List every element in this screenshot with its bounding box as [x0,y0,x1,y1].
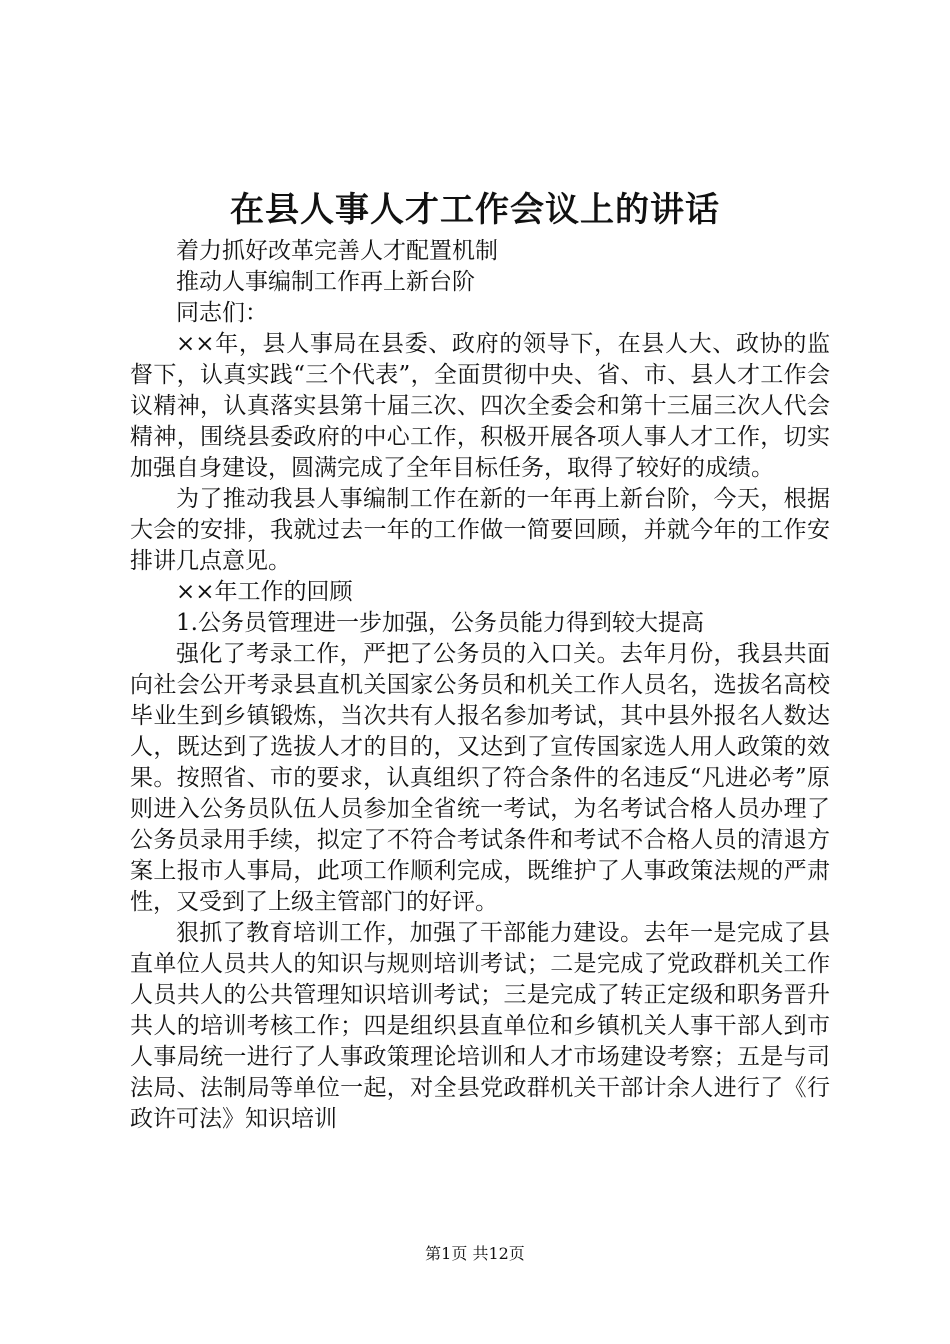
document-title: 在县人事人才工作会议上的讲话 [230,190,720,230]
subtitle-line-1: 着力抓好改革完善人才配置机制 [176,238,498,264]
paragraph: 为了推动我县人事编制工作在新的一年再上新台阶，今天，根据大会的安排，我就过去一年的工作做一简要回顾，并就今年的工作安排讲几点意见。 [130,486,830,574]
document-body [130,236,830,1135]
section-heading: ××年工作的回顾 [176,579,353,605]
salutation: 同志们： [176,300,268,326]
paragraph: ××年，县人事局在县委、政府的领导下，在县人大、政协的监督下，认真实践“三个代表”，全面贯彻中央、省、市、县人才工作会议精神，认真落实县第十届三次、四次全委会和第十三届三次人代会精神，围绕县委政府的中心工作，积极开展各项人事人才工作，切实加强自身建设，圆满完成了全年目标任务，取得了较好的成绩。 [130,331,830,481]
paragraph: 狠抓了教育培训工作，加强了干部能力建设。去年一是完成了县直单位人员共人的知识与规则培训考试；二是完成了党政群机关工作人员共人的公共管理知识培训考试；三是完成了转正定级和职务晋升共人的培训考核工作；四是组织县直单位和乡镇机关人事干部人到市人事局统一进行了人事政策理论培训和人才市场建设考察；五是与司法局、法制局等单位一起，对全县党政群机关干部计余人进行了《行政许可法》知识培训 [130,920,830,1132]
subsection-heading: 1.公务员管理进一步加强，公务员能力得到较大提高 [176,610,704,636]
page-footer: 第1页 共12页 [425,1244,525,1263]
paragraph: 强化了考录工作，严把了公务员的入口关。去年月份，我县共面向社会公开考录县直机关国家公务员和机关工作人员名，选拔名高校毕业生到乡镇锻炼，当次共有人报名参加考试，其中县外报名人数达人，既达到了选拔人才的目的，又达到了宣传国家选人用人政策的效果。按照省、市的要求，认真组织了符合条件的名违反“凡进必考”原则进入公务员队伍人员参加全省统一考试，为名考试合格人员办理了公务员录用手续，拟定了不符合考试条件和考试不合格人员的清退方案上报市人事局，此项工作顺利完成，既维护了人事政策法规的严肃性，又受到了上级主管部门的好评。 [130,641,830,915]
subtitle-line-2: 推动人事编制工作再上新台阶 [176,269,475,295]
